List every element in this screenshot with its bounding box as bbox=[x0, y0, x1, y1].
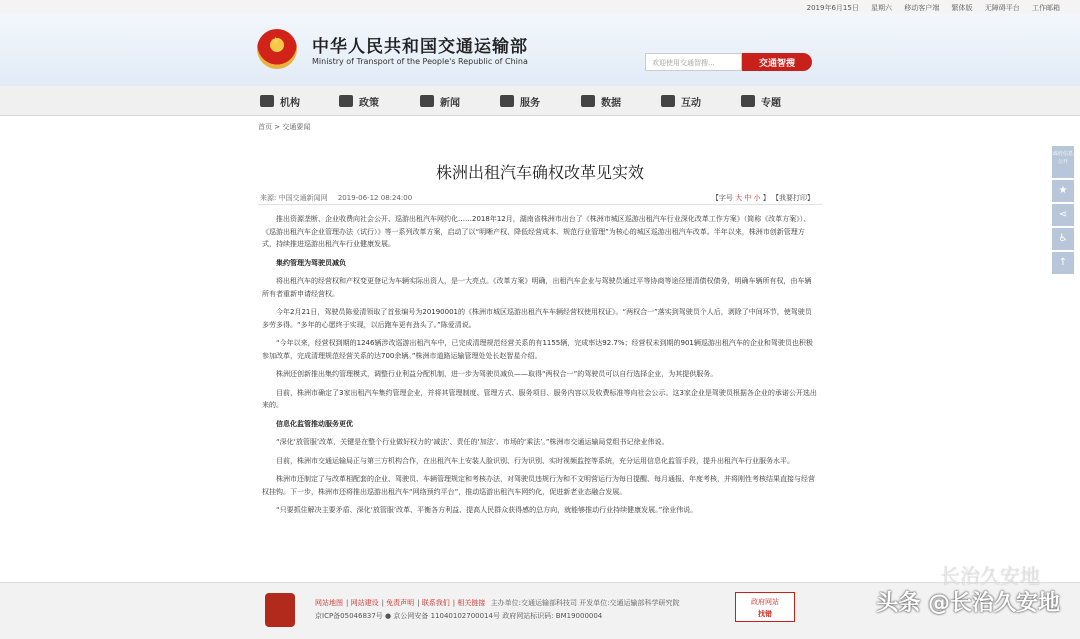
search-input[interactable]: 欢迎使用交通智搜... bbox=[645, 53, 742, 71]
footer-related-links[interactable]: 相关链接 bbox=[457, 599, 486, 607]
article-paragraph: 将出租汽车的经营权和产权变更登记为车辆实际出资人，是一大亮点。《改革方案》明确，出租汽车企业与驾驶员通过平等协商等途径厘清债权债务，明确车辆所有权，由车辆所有者重新申请经营权。 bbox=[262, 277, 812, 298]
article-paragraph: 株洲市还制定了与改革相配套的企业、驾驶员、车辆管理规定和考核办法，对驾驶员违规行为和不文明营运行为每日提醒、每月通报、年度考核，并将刚性考核结果直接与经营权挂钩。下一步，株洲市还将推出巡游出租汽车“网络预约平台”，推动巡游出租汽车网约化，促进新老业态融合发展。 bbox=[262, 475, 815, 496]
article-source: 来源: 中国交通新闻网 bbox=[260, 194, 328, 202]
back-to-top-icon[interactable]: ↑ bbox=[1052, 252, 1074, 274]
article-page bbox=[0, 116, 1080, 582]
chat-bubble-icon bbox=[661, 95, 675, 107]
article-paragraph: 推出资源垄断、企业收费向社会公开、巡游出租汽车网约化……2018年12月，湖南省株洲市出台了《株洲市城区巡游出租汽车行业深化改革工作方案》（简称《改革方案》）、《巡游出租汽车企业管理办法（试行）》等一系列改革方案，启动了以“明晰产权、降低经营成本、规范行业管理”为核心的城区巡游出租汽车改革。半年以来，株洲市创新管理方式，持续推进巡游出租汽车行业健康发展。 bbox=[262, 215, 811, 248]
article-paragraph: 目前，株洲市确定了3家出租汽车集约管理企业，并将其管理制度、管理方式、服务项目、服务内容以及收费标准等向社会公示。这3家企业是驾驶员根据各企业的承诺公开选出来的。 bbox=[262, 388, 817, 409]
article-paragraph: 今年2月21日，驾驶员陈爱清领取了首张编号为20190001的《株洲市城区巡游出租汽车车辆经营权使用权证》。“两权合一”落实到驾驶员个人后，剥除了中间环节，使驾驶员多劳多得。“多年的心愿终于实现，以后跑车更有劲头了。”陈爱清说。 bbox=[262, 308, 812, 329]
date-label: 2019年6月15日 bbox=[806, 4, 859, 12]
bar-chart-icon bbox=[581, 95, 595, 107]
article-subheading: 信息化监管推动服务更优 bbox=[276, 419, 353, 428]
breadcrumb-current[interactable]: 交通要闻 bbox=[282, 123, 311, 131]
accessibility-icon[interactable]: ♿ bbox=[1052, 228, 1074, 250]
article-paragraph: “今年以来，经营权到期的1246辆涉改巡游出租汽车中，已完成清理规范经营关系的有1155辆，完成率达92.7%；经营权未到期的901辆巡游出租汽车的企业和驾驶员也积极参加改革，完成清理规范经营关系的达700余辆。”株洲市道路运输管理处处长赵智星介绍。 bbox=[262, 339, 813, 360]
nav-item-topics[interactable]: 专题 bbox=[741, 93, 781, 109]
site-subtitle: Ministry of Transport of the People's Republic of China bbox=[312, 57, 528, 66]
accessibility-link[interactable]: 无障碍平台 bbox=[984, 4, 1020, 12]
article-paragraph: “深化‘放管服’改革，关键是在整个行业做好权力的‘减法’、责任的‘加法’、市场的‘乘法’。”株洲市交通运输局党组书记徐业伟说。 bbox=[276, 438, 669, 446]
nav-item-organization[interactable]: 机构 bbox=[260, 93, 300, 109]
font-size-small[interactable]: 小 bbox=[753, 194, 761, 202]
national-emblem-icon[interactable] bbox=[257, 29, 297, 69]
monitor-icon bbox=[500, 95, 514, 107]
gov-info-disclosure-button[interactable]: 政府信息公开 bbox=[1052, 146, 1074, 178]
article-subheading: 集约管理为驾驶员减负 bbox=[276, 258, 346, 267]
breadcrumb: 首页 > 交通要闻 bbox=[258, 123, 311, 131]
nav-item-policy[interactable]: 政策 bbox=[339, 93, 379, 109]
watermark: 头条 @长治久安地 bbox=[876, 591, 1060, 616]
work-email-link[interactable]: 工作邮箱 bbox=[1032, 4, 1060, 12]
nav-item-data[interactable]: 数据 bbox=[581, 93, 621, 109]
footer-disclaimer-link[interactable]: 免责声明 bbox=[386, 599, 415, 607]
font-size-large[interactable]: 大 bbox=[735, 194, 743, 202]
divider bbox=[258, 204, 822, 205]
footer-police[interactable]: 京公网安备 11040102700014号 bbox=[393, 612, 500, 620]
nav-item-news[interactable]: 新闻 bbox=[420, 93, 460, 109]
article-tools: 【字号 大 中 小 】 【我要打印】 bbox=[711, 194, 814, 202]
main-nav bbox=[0, 86, 1080, 116]
article-body bbox=[262, 213, 818, 523]
footer-icp[interactable]: 京ICP备05046837号 bbox=[315, 612, 383, 620]
traditional-chinese-link[interactable]: 繁体版 bbox=[951, 4, 973, 12]
article-title: 株洲出租汽车确权改革见实效 bbox=[435, 163, 644, 182]
article-paragraph: “只要抓住解决主要矛盾、深化‘放管服’改革、平衡各方利益、提高人民群众获得感的总方向，就能够推动行业持续健康发展。”徐业伟说。 bbox=[276, 506, 698, 514]
building-icon bbox=[260, 95, 274, 107]
font-size-medium[interactable]: 中 bbox=[744, 194, 752, 202]
footer-site-building-link[interactable]: 网站建设 bbox=[350, 599, 379, 607]
folder-icon bbox=[339, 95, 353, 107]
footer-sponsor: 主办单位:交通运输部科技司 开发单位:交通运输部科学研究院 bbox=[490, 599, 680, 607]
article-paragraph: 目前，株洲市交通运输局正与第三方机构合作，在出租汽车上安装人脸识别、行为识别、实时视频监控等系统，充分运用信息化监管手段，提升出租汽车行业服务水平。 bbox=[276, 456, 794, 465]
watermark-overlay: 长治久安地 bbox=[940, 564, 1040, 588]
calendar-icon bbox=[420, 95, 434, 107]
print-button[interactable]: 【我要打印】 bbox=[772, 194, 814, 202]
top-utility-bar bbox=[0, 0, 1080, 14]
share-icon[interactable]: ⋖ bbox=[1052, 204, 1074, 226]
emblem-star-icon: ★ bbox=[271, 36, 280, 47]
star-icon[interactable]: ★ bbox=[1052, 180, 1074, 202]
site-header bbox=[0, 14, 1080, 86]
footer-sitemap-link[interactable]: 网站地图 bbox=[315, 599, 343, 607]
party-emblem-icon bbox=[265, 593, 295, 627]
footer-contact-link[interactable]: 联系我们 bbox=[421, 599, 450, 607]
footer-text: 网站地图 | 网站建设 | 免责声明 | 联系我们 | 相关链接 主办单位:交通运输部科技司 开发单位:交通运输部科学研究院 京ICP备05046837号 ● 京公网安备 11040102700014号 政府网站标识码: BM19000004 bbox=[315, 599, 680, 620]
article-meta bbox=[260, 193, 420, 203]
footer-site-code: 政府网站标识码: BM19000004 bbox=[502, 612, 603, 620]
weekday-label: 星期六 bbox=[871, 4, 893, 12]
article-paragraph: 株洲还创新推出集约管理模式，调整行业利益分配机制，进一步为驾驶员减负——取得“两权合一”的驾驶员可以自行选择企业，为其提供服务。 bbox=[276, 370, 718, 378]
nav-item-service[interactable]: 服务 bbox=[500, 93, 540, 109]
side-toolbar bbox=[1052, 146, 1074, 276]
site-title[interactable]: 中华人民共和国交通运输部 bbox=[312, 37, 528, 57]
image-icon bbox=[741, 95, 755, 107]
nav-item-interaction[interactable]: 互动 bbox=[661, 93, 701, 109]
breadcrumb-home[interactable]: 首页 bbox=[258, 123, 272, 131]
article-datetime: 2019-06-12 08:24:00 bbox=[337, 194, 413, 202]
gov-site-error-badge[interactable]: 政府网站 找错 bbox=[735, 592, 795, 622]
search-button[interactable]: 交通智搜 bbox=[742, 53, 812, 71]
police-icon: ● bbox=[385, 612, 392, 620]
mobile-client-link[interactable]: 移动客户端 bbox=[904, 4, 940, 12]
